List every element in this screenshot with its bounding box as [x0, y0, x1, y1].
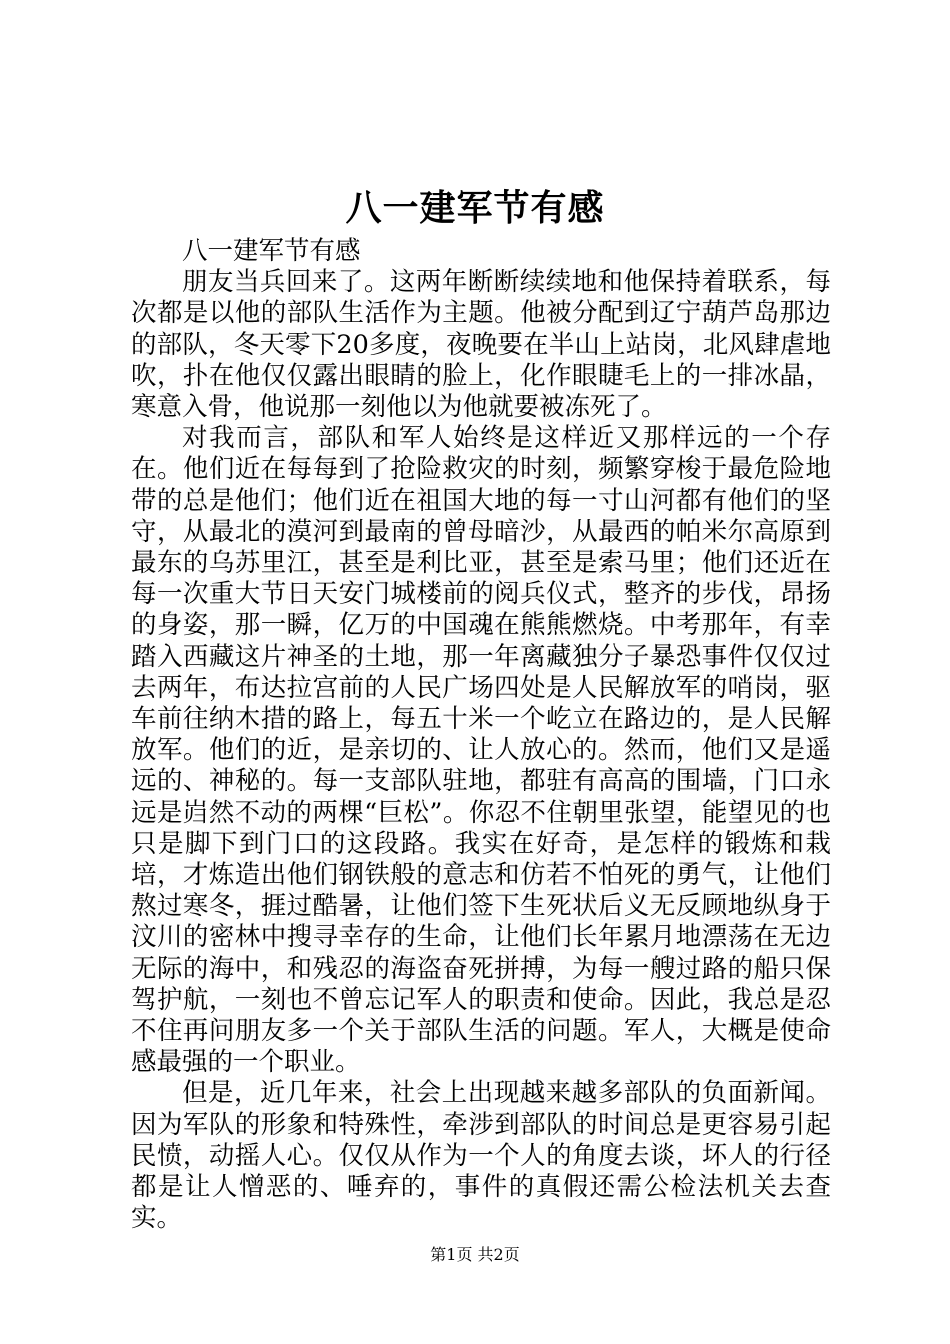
body-paragraph: 朋友当兵回来了。这两年断断续续地和他保持着联系，每次都是以他的部队生活作为主题。他被分配到辽宁葫芦岛那边的部队，冬天零下20多度，夜晚要在半山上站岗，北风肆虐地吹，扑在他仅仅露出眼睛的脸上，化作眼睫毛上的一排冰晶，寒意入骨，他说那一刻他以为他就要被冻死了。	[131, 267, 831, 423]
body-paragraph: 对我而言，部队和军人始终是这样近又那样远的一个存在。他们近在每每到了抢险救灾的时刻，频繁穿梭于最危险地带的总是他们；他们近在祖国大地的每一寸山河都有他们的坚守，从最北的漠河到最南的曾母暗沙，从最西的帕米尔高原到最东的乌苏里江，甚至是利比亚，甚至是索马里；他们还近在每一次重大节日天安门城楼前的阅兵仪式，整齐的步伐，昂扬的身姿，那一瞬，亿万的中国魂在熊熊燃烧。中考那年，有幸踏入西藏这片神圣的土地，那一年离藏独分子暴恐事件仅仅过去两年，布达拉宫前的人民广场四处是人民解放军的哨岗，驱车前往纳木措的路上，每五十米一个屹立在路边的，是人民解放军。他们的近，是亲切的、让人放心的。然而，他们又是遥远的、神秘的。每一支部队驻地，都驻有高高的围墙，门口永远是岿然不动的两棵“巨松”。你忍不住朝里张望，能望见的也只是脚下到门口的这段路。我实在好奇，是怎样的锻炼和栽培，才炼造出他们钢铁般的意志和仿若不怕死的勇气，让他们熬过寒冬，捱过酷暑，让他们签下生死状后义无反顾地纵身于汶川的密林中搜寻幸存的生命，让他们长年累月地漂荡在无边无际的海中，和残忍的海盗奋死拼搏，为每一艘过路的船只保驾护航，一刻也不曾忘记军人的职责和使命。因此，我总是忍不住再问朋友多一个关于部队生活的问题。军人，大概是使命感最强的一个职业。	[131, 423, 831, 1078]
document-title: 八一建军节有感	[345, 187, 605, 229]
subtitle-paragraph: 八一建军节有感	[182, 236, 361, 266]
body-paragraph: 但是，近几年来，社会上出现越来越多部队的负面新闻。因为军队的形象和特殊性，牵涉到部队的时间总是更容易引起民愤，动摇人心。仅仅从作为一个人的角度去谈，坏人的行径都是让人憎恶的、唾弃的，事件的真假还需公检法机关去查实。	[131, 1078, 831, 1234]
document-body	[131, 236, 831, 1235]
page-number-footer: 第1页 共2页	[430, 1245, 520, 1264]
